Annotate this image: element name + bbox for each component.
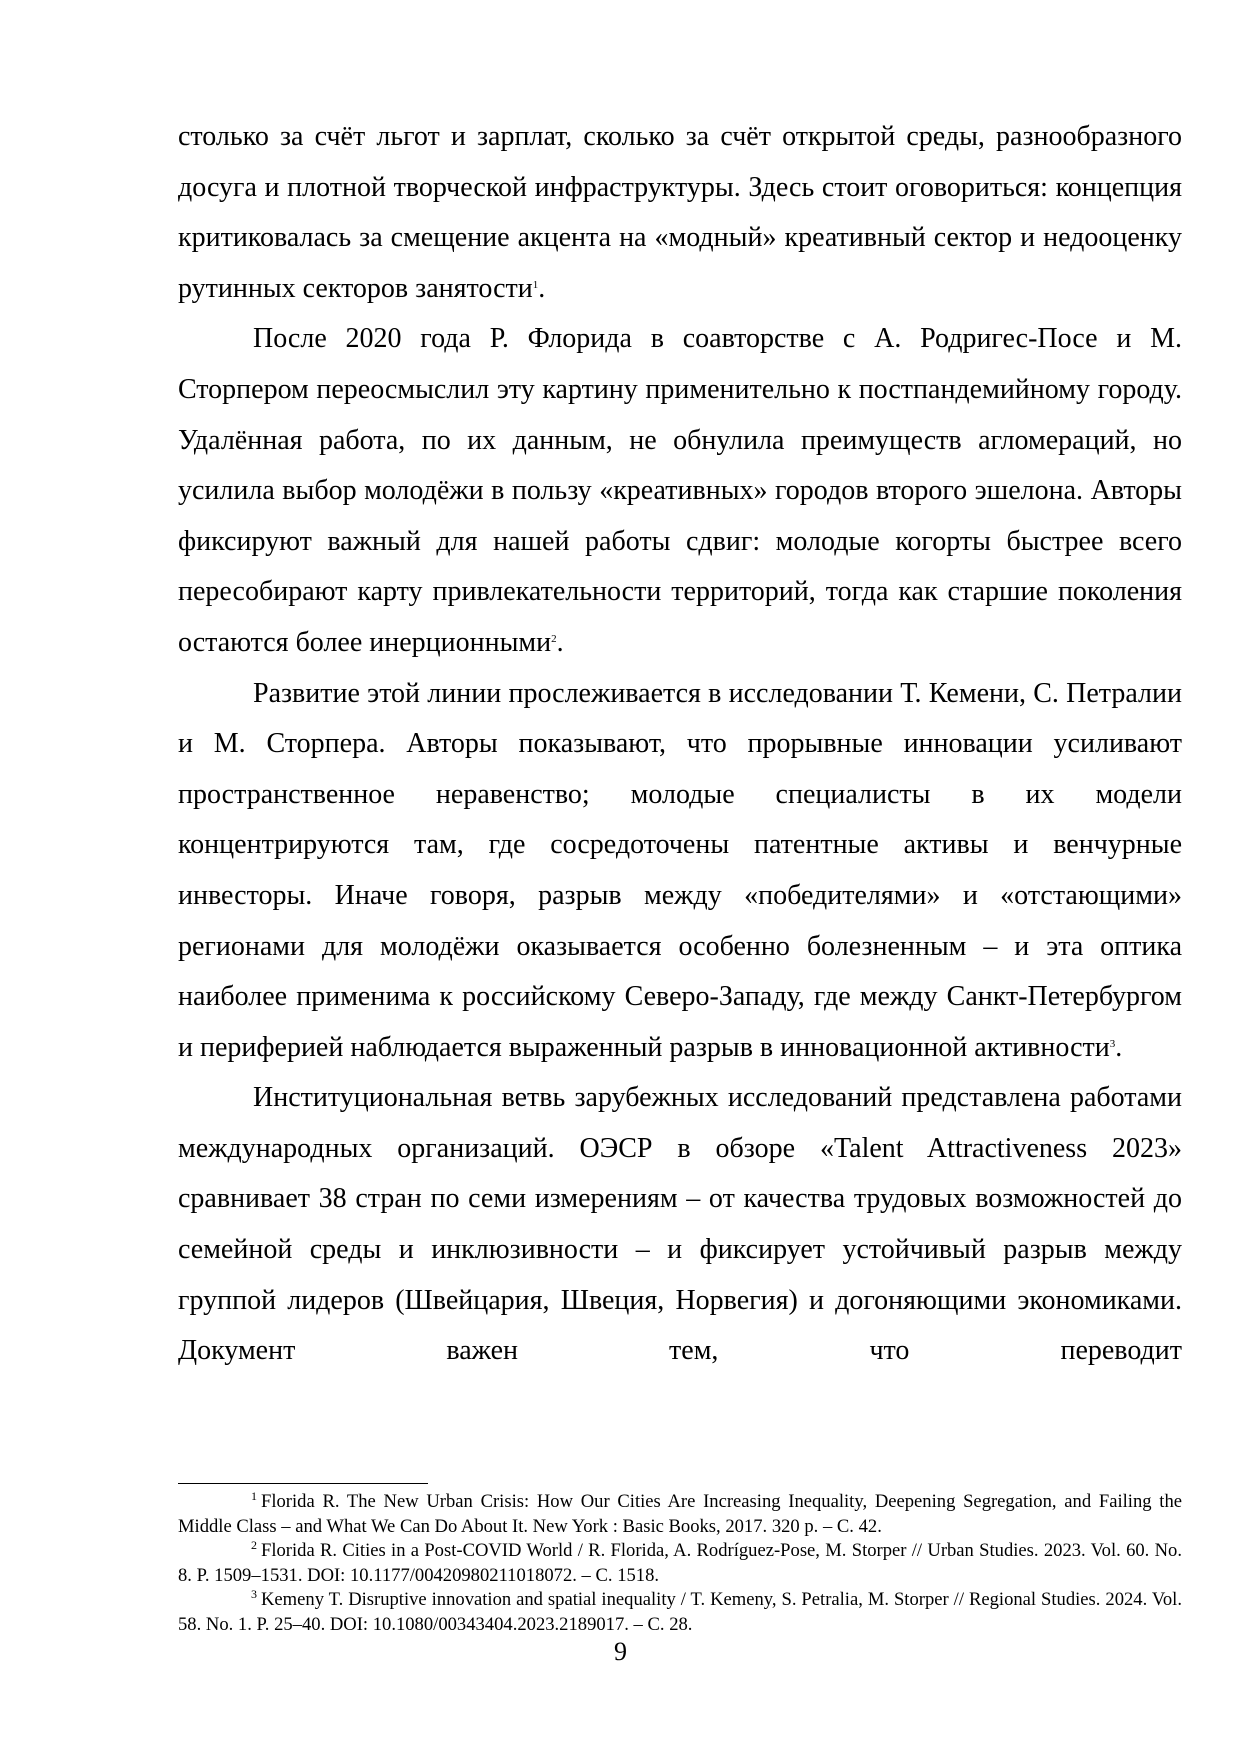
footnote-number-1: 1 bbox=[251, 1489, 257, 1503]
paragraph-2 bbox=[178, 314, 1182, 668]
paragraph-2-end: . bbox=[556, 626, 564, 658]
paragraph-2-text: После 2020 года Р. Флорида в соавторстве с А. Родригес-Посе и М. Сторпером переосмыслил эту картину применительно к постпандемийному городу. Удалённая работа, по их данным, не обнулила преимуществ агломераций, но усилила выбор молодёжи в пользу «креативных» городов второго эшелона. Авторы фиксируют важный для нашей работы сдвиг: молодые когорты быстрее всего пересобирают карту привлекательности территорий, тогда как старшие поколения остаются более инерционными bbox=[178, 323, 1182, 658]
footnote-1 bbox=[178, 1490, 1182, 1539]
footnote-ref-1[interactable]: 1 bbox=[532, 278, 539, 291]
page-number: 9 bbox=[614, 1637, 627, 1666]
footnote-text-2: Florida R. Cities in a Post-COVID World / R. Florida, A. Rodríguez-Pose, M. Storper // Urban Studies. 2023. Vol. 60. No. 8. P. 1509–1531. DOI: 10.1177/00420980211018072. – С. 1518. bbox=[178, 1540, 1182, 1586]
footnote-text-1: Florida R. The New Urban Crisis: How Our Cities Are Increasing Inequality, Deepening Segregation, and Failing the Middle Class – and What We Can Do About It. New York : Basic Books, 2017. 320 p. – С. 42. bbox=[178, 1491, 1182, 1537]
footnote-separator bbox=[178, 1483, 428, 1484]
footnote-3 bbox=[178, 1588, 1182, 1637]
paragraph-1-text: столько за счёт льгот и зарплат, сколько за счёт открытой среды, разнообразного досуга и плотной творческой инфраструктуры. Здесь стоит оговориться: концепция критиковалась за смещение акцента на «модный» креативный сектор и недооценку рутинных секторов занятости bbox=[178, 121, 1182, 304]
body-text bbox=[178, 112, 1182, 1377]
paragraph-1-end: . bbox=[538, 272, 546, 304]
paragraph-4 bbox=[178, 1073, 1182, 1377]
footnote-number-2: 2 bbox=[251, 1538, 257, 1552]
paragraph-3-text: Развитие этой линии прослеживается в исследовании Т. Кемени, С. Петралии и М. Сторпера. Авторы показывают, что прорывные инновации усиливают пространственное неравенство; молодые специалисты в их модели концентрируются там, где сосредоточены патентные активы и венчурные инвесторы. Иначе говоря, разрыв между «победителями» и «отстающими» регионами для молодёжи оказывается особенно болезненным – и эта оптика наиболее применима к российскому Северо-Западу, где между Санкт-Петербургом и периферией наблюдается выраженный разрыв в инновационной активности bbox=[178, 677, 1182, 1063]
footnote-ref-3[interactable]: 3 bbox=[1109, 1037, 1116, 1050]
paragraph-3-end: . bbox=[1115, 1031, 1123, 1063]
footnote-number-3: 3 bbox=[251, 1587, 257, 1601]
footnote-ref-2[interactable]: 2 bbox=[551, 632, 557, 645]
footnote-2 bbox=[178, 1539, 1182, 1588]
footnotes bbox=[178, 1490, 1182, 1637]
paragraph-3 bbox=[178, 669, 1182, 1074]
paragraph-1 bbox=[178, 112, 1182, 314]
footnote-text-3: Kemeny T. Disruptive innovation and spatial inequality / T. Kemeny, S. Petralia, M. Storper // Regional Studies. 2024. Vol. 58. No. 1. P. 25–40. DOI: 10.1080/00343404.2023.2189017. – С. 28. bbox=[178, 1589, 1182, 1635]
paragraph-4-text: Институциональная ветвь зарубежных исследований представлена работами международных организаций. ОЭСР в обзоре «Talent Attractiveness 2023» сравнивает 38 стран по семи измерениям – от качества трудовых возможностей до семейной среды и инклюзивности – и фиксирует устойчивый разрыв между группой лидеров (Швейцария, Швеция, Норвегия) и догоняющими экономиками. Документ важен тем, что переводит bbox=[178, 1082, 1182, 1367]
